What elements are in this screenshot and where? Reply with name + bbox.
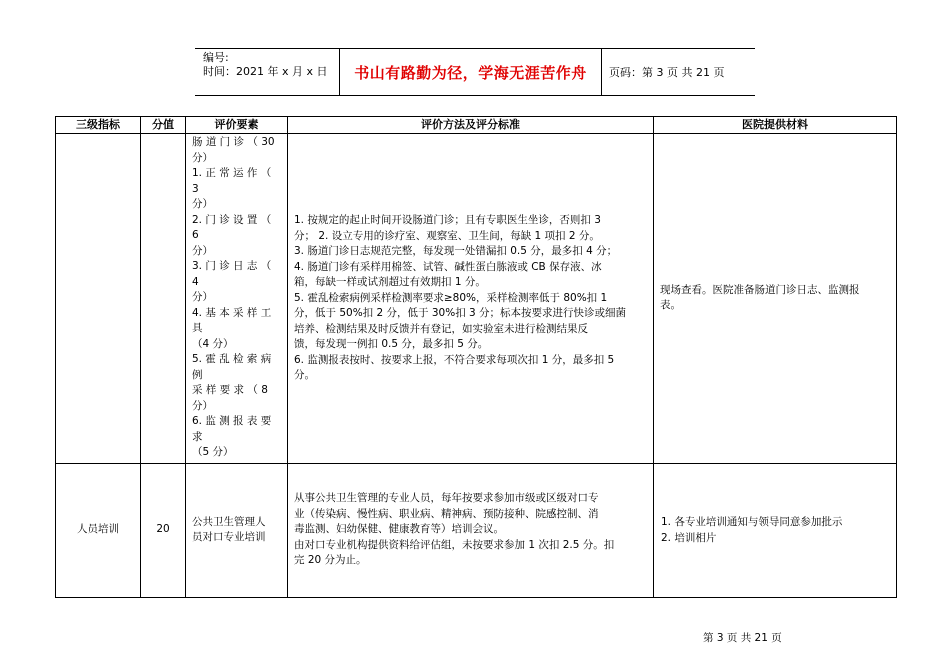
row-score: 20 — [141, 463, 186, 597]
row-method: 从事公共卫生管理的专业人员，每年按要求参加市级或区级对口专 业（传染病、慢性病、职业病、精神病、预防接种、院感控制、消 毒监测、妇幼保健、健康教育等）培训会议。 由对口专业机构提供资料给评估组，未按要求参加 1 次扣 2.5 分。扣 完 20 分为止。 — [288, 463, 654, 597]
col-header-method: 评价方法及评分标准 — [288, 117, 654, 134]
document-time: 时间：2021 年 x 月 x 日 — [203, 65, 328, 78]
list-item: 1. 各专业培训通知与领导同意参加批示 — [661, 516, 843, 528]
col-header-elements: 评价要素 — [186, 117, 288, 134]
header-motto: 书山有路勤为径，学海无涯苦作舟 — [340, 49, 602, 95]
col-header-indicator: 三级指标 — [56, 117, 141, 134]
table-row — [56, 134, 897, 464]
document-number: 编号: — [203, 51, 229, 64]
row-elements: 肠 道 门 诊 （ 30 分） 1. 正 常 运 作 （ 3 分） 2. 门 诊 设 置 （ 6 分） 3. 门 诊 日 志 （ 4 分） 4. 基 本 采 样 工 具 （4 分） 5. 霍 乱 检 索 病 例 采 样 要 求 （ 8 分） 6. 监 测 报 表 要 求 （5 分） — [186, 134, 288, 464]
header-info — [195, 49, 340, 95]
table-header-row — [56, 117, 897, 134]
col-header-score: 分值 — [141, 117, 186, 134]
row-indicator — [56, 134, 141, 464]
page-header — [195, 48, 755, 96]
header-page-code: 页码：第 3 页 共 21 页 — [609, 66, 725, 79]
row-materials: 现场查看。医院准备肠道门诊日志、监测报 表。 — [654, 134, 897, 464]
evaluation-table — [55, 116, 897, 598]
row-indicator: 人员培训 — [56, 463, 141, 597]
page-footer: 第 3 页 共 21 页 — [703, 632, 782, 644]
table-row — [56, 463, 897, 597]
col-header-materials: 医院提供材料 — [654, 117, 897, 134]
row-materials — [654, 463, 897, 597]
list-item: 2. 培训相片 — [661, 532, 717, 544]
row-method: 1. 按规定的起止时间开设肠道门诊；且有专职医生坐诊，否则扣 3 分； 2. 设立专用的诊疗室、观察室、卫生间，每缺 1 项扣 2 分。 3. 肠道门诊日志规范完整，每发现一处错漏扣 0.5 分，最多扣 4 分； 4. 肠道门诊有采样用棉签、试管、碱性蛋白胨液或 CB 保存液、冰 箱，每缺一样或试剂超过有效期扣 1 分。 5. 霍乱检索病例采样检测率要求≥80%，采样检测率低于 80%扣 1 分，低于 50%扣 2 分，低于 30%扣 3 分；标本按要求进行快诊或细菌 培养、检测结果及时反馈并有登记，如实验室未进行检测结果反 馈，每发现一例扣 0.5 分，最多扣 5 分。 6. 监测报表按时、按要求上报，不符合要求每项次扣 1 分，最多扣 5 分。 — [288, 134, 654, 464]
row-elements: 公共卫生管理人 员对口专业培训 — [186, 463, 288, 597]
row-score — [141, 134, 186, 464]
